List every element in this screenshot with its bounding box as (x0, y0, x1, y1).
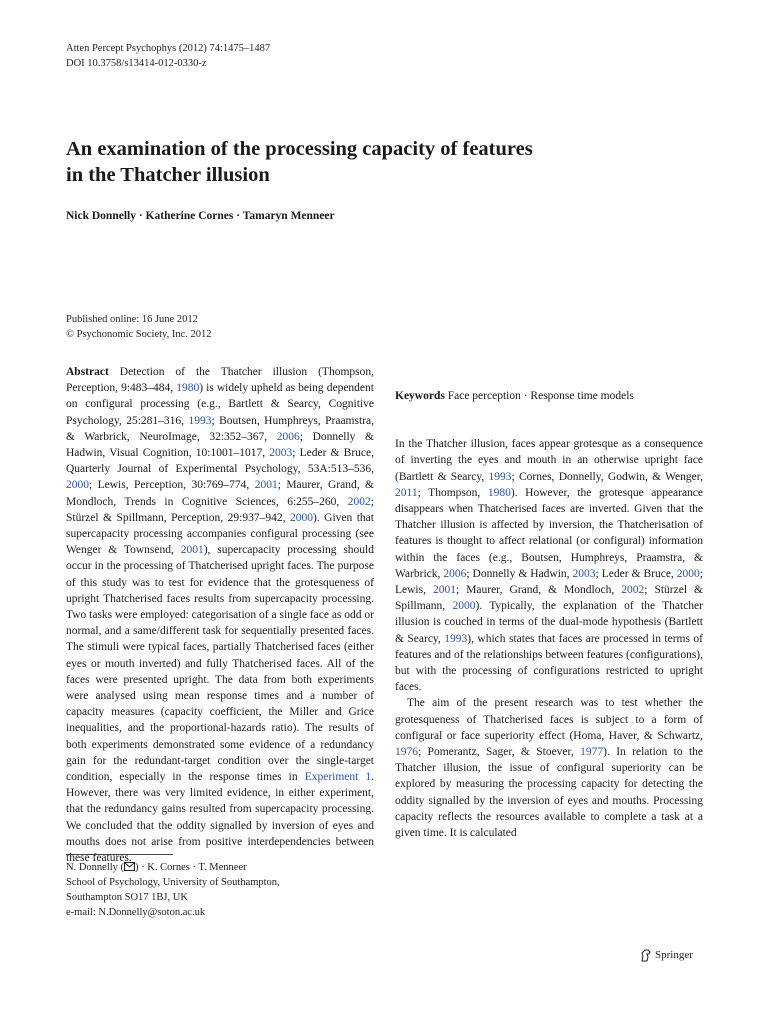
keywords-text: Face perception · Response time models (444, 390, 634, 402)
affiliation-email: e-mail: N.Donnelly@soton.ac.uk (66, 907, 206, 918)
citation-link[interactable]: 2006 (276, 430, 300, 443)
doi-line: DOI 10.3758/s13414-012-0330-z (66, 58, 207, 69)
journal-citation: Atten Percept Psychophys (2012) 74:1475–1487 (66, 43, 271, 54)
author-list: Nick Donnelly · Katherine Cornes · Tamaryn Menneer (66, 210, 335, 222)
abstract-text: ; Stürzel & Spillmann, Perception, 29:937–942, (66, 495, 374, 524)
abstract-text: ). Given that supercapacity processing accompanies configural processing (see Wenger & Townsend, (66, 511, 374, 557)
intro-paragraph-1 (395, 436, 703, 695)
publisher-logo (640, 948, 693, 962)
keywords-label: Keywords (395, 390, 445, 402)
intro-text: ; Leder & Bruce, (595, 567, 677, 580)
abstract-text: ) is widely upheld as being dependent on configural processing (e.g., Bartlett & Searcy, Cognitive Psychology, 25:281–316, (66, 382, 374, 427)
author-affiliation (66, 860, 280, 920)
citation-link[interactable]: 1977 (580, 746, 604, 759)
citation-link[interactable]: 2002 (347, 495, 371, 508)
intro-text: ; Lewis, (395, 567, 703, 597)
citation-link[interactable]: 2000 (289, 511, 313, 524)
footnote-divider (66, 854, 173, 855)
title-line-2: in the Thatcher illusion (66, 164, 270, 186)
left-column (66, 364, 374, 866)
published-date: Published online: 16 June 2012 (66, 314, 198, 325)
experiment-link[interactable]: Experiment 1 (304, 771, 372, 784)
citation-link[interactable]: 2001 (433, 584, 456, 597)
intro-text: ; Stürzel & Spillmann, (395, 584, 703, 613)
title-line-1: An examination of the processing capacity of features (66, 138, 533, 160)
citation-link[interactable]: 2001 (180, 544, 204, 557)
citation-link[interactable]: 2002 (621, 584, 645, 597)
intro-text: ), which states that faces are processed in terms of features and of the relationships between features (configurations), but with the processing of configurations restricted to upright faces. (395, 632, 703, 694)
copyright-notice: © Psychonomic Society, Inc. 2012 (66, 329, 212, 340)
abstract-paragraph (66, 364, 374, 866)
citation-link[interactable]: 2006 (443, 567, 467, 580)
article-title (66, 136, 666, 188)
journal-header (66, 41, 270, 71)
abstract-label: Abstract (66, 366, 109, 378)
keywords-paragraph (395, 388, 703, 404)
citation-link[interactable]: 1993 (488, 470, 512, 483)
abstract-text: ; Lewis, Perception, 30:769–774, (89, 479, 255, 492)
corresponding-authors (66, 860, 280, 875)
intro-text: ; Thompson, (417, 486, 488, 499)
citation-link[interactable]: 2003 (572, 567, 596, 580)
intro-text: ; Donnelly & Hadwin, (466, 567, 573, 580)
citation-link[interactable]: 2001 (254, 479, 278, 492)
intro-text: ). Typically, the explanation of the Thatcher illusion is couched in terms of the dual-mode hypothesis (Bartlett & Searcy, (395, 600, 703, 645)
citation-link[interactable]: 1976 (395, 746, 418, 759)
citation-link[interactable]: 1980 (176, 382, 200, 395)
right-column (395, 364, 703, 841)
intro-text: ). However, the grotesque appearance disappears when Thatcherised faces are inverted. Given that the Thatcher illusion is affected by inversion, the Thatcherisation of features is thought to affect relational (or configural) information within the faces (e.g., Boutsen, Humphreys, Praamstra, & Warbrick, (395, 486, 704, 580)
abstract-text: ; Donnelly & Hadwin, Visual Cognition, 10:1001–1017, (66, 430, 374, 460)
intro-text: ; Maurer, Grand, & Mondloch, (456, 584, 622, 597)
intro-text: ; Cornes, Donnelly, Godwin, & Wenger, (511, 470, 703, 483)
publication-info (66, 312, 212, 342)
publisher-name: Springer (655, 949, 693, 961)
citation-link[interactable]: 1980 (487, 486, 511, 499)
citation-link[interactable]: 1993 (188, 414, 212, 427)
affiliation-school: School of Psychology, University of Southampton, (66, 877, 280, 888)
affiliation-text: N. Donnelly ( (66, 862, 125, 873)
abstract-text: ; Maurer, Grand, & Mondloch, Trends in Cognitive Sciences, 6:255–260, (66, 479, 374, 508)
intro-text: ). In relation to the Thatcher illusion, the issue of configural superiority can be explored by measuring the processing capacity for detecting the oddity signalled by the inversion of eyes and mouths. Processing capacity reflects the resources available to complete a task at a given time. It is calculated (395, 746, 704, 840)
abstract-text: ; Boutsen, Humphreys, Praamstra, & Warbrick, NeuroImage, 32:352–367, (66, 414, 374, 443)
envelope-icon[interactable] (124, 862, 135, 871)
citation-link[interactable]: 2000 (676, 567, 700, 580)
springer-horse-icon (640, 949, 652, 962)
citation-link[interactable]: 2000 (452, 600, 476, 613)
abstract-text: . However, there was very limited evidence, in either experiment, that the redundancy gains resulted from supercapacity processing. We concluded that the oddity signalled by inversion of eyes and mouths does not arise from positive interdependencies between these features. (66, 771, 375, 865)
citation-link[interactable]: 1993 (444, 632, 468, 645)
citation-link[interactable]: 2000 (66, 479, 89, 492)
intro-paragraph-2 (395, 695, 703, 841)
intro-text: ; Pomerantz, Sager, & Stoever, (418, 746, 581, 759)
affiliation-text: ) · K. Cornes · T. Menneer (135, 862, 247, 873)
citation-link[interactable]: 2003 (269, 447, 293, 460)
abstract-text: Detection of the Thatcher illusion (Thompson, Perception, 9:483–484, (66, 366, 374, 395)
abstract-text: ), supercapacity processing should occur in the processing of Thatcherised upright faces. The purpose of this study was to test for evidence that the grotesqueness of upright Thatcherised faces results from supercapacity processing. Two tasks were employed: categorisation of a single face as odd or normal, and a same/different task for sequentially presented faces. The stimuli were typical faces, partially Thatcherised faces (either eyes or mouth inverted) and fully Thatcherised faces. All of the faces were presented upright. The data from both experiments were analysed using mean response times and a number of capacity measures (capacity coefficient, the Miller and Grice inequalities, and the proportional-hazards ratio). The results of both experiments demonstrated some evidence of a redundancy gain for the redundant-target condition over the single-target condition, especially in the response times in (66, 544, 374, 784)
citation-link[interactable]: 2011 (395, 486, 418, 499)
intro-text: The aim of the present research was to test whether the grotesqueness of Thatcherised faces is subject to a form of configural or face superiority effect (Homa, Haver, & Schwartz, (395, 697, 703, 742)
abstract-text: ; Leder & Bruce, Quarterly Journal of Experimental Psychology, 53A:513–536, (66, 447, 374, 476)
intro-text: In the Thatcher illusion, faces appear grotesque as a consequence of inverting the eyes and mouth in an otherwise upright face (Bartlett & Searcy, (395, 438, 703, 483)
affiliation-address: Southampton SO17 1BJ, UK (66, 892, 188, 903)
